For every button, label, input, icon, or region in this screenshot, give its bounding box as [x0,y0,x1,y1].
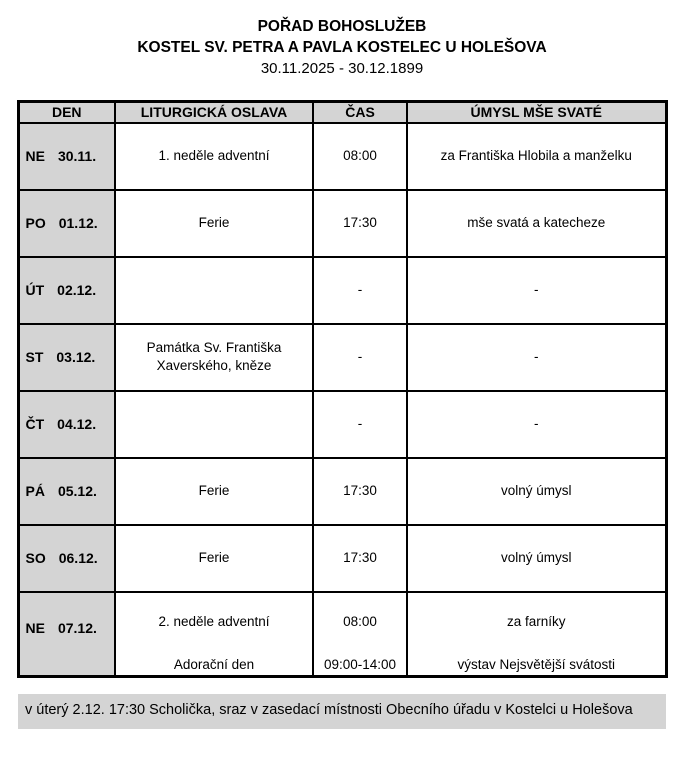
celebration-cell [115,324,313,391]
intention-cell-text: za farníky [506,613,566,629]
table-row [18,123,666,190]
date-range: 30.11.2025 - 30.12.1899 [260,60,424,77]
intention-cell-text: - [534,349,539,364]
table-header-row [18,102,666,123]
day-cell [18,190,115,257]
celebration-cell [115,190,313,257]
celebration-cell [115,458,313,525]
time-cell-text: 17:30 [343,483,377,498]
celebration-cell-text: Ferie [198,550,230,565]
column-header-liturgicka-oslava: LITURGICKÁ OSLAVA [115,102,313,123]
celebration-cell-text: Ferie [198,483,230,498]
intention-cell [407,458,666,525]
column-header-den: DEN [18,102,115,123]
intention-cell-text: mše svatá a katecheze [467,215,606,230]
celebration-cell-text: Ferie [198,215,230,230]
day-date: 03.12. [56,349,96,365]
page-title: POŘAD BOHOSLUŽEB [257,18,427,35]
time-cell-secondary-text: 09:00-14:00 [323,657,397,672]
time-cell-text: - [357,282,363,297]
intention-cell [407,525,666,592]
column-header-cas: ČAS [313,102,407,123]
intention-cell [407,123,666,190]
intention-cell [407,592,666,677]
day-abbreviation: SO [25,550,46,566]
celebration-cell [115,592,313,677]
day-cell [18,525,115,592]
intention-cell [407,257,666,324]
day-date: 01.12. [58,215,98,231]
footer-note: v úterý 2.12. 17:30 Scholička, sraz v zasedací místnosti Obecního úřadu v Kostelci u Holešova [18,694,666,729]
intention-cell-text: za Františka Hlobila a manželku [440,148,632,163]
day-abbreviation: NE [25,148,45,164]
column-header-umysl-mse-svate: ÚMYSL MŠE SVATÉ [407,102,666,123]
intention-cell [407,391,666,458]
time-cell [313,391,407,458]
celebration-cell [115,391,313,458]
day-date: 02.12. [57,282,97,298]
intention-cell-text: - [534,282,539,297]
table-row [18,525,666,592]
day-abbreviation: ÚT [25,282,45,298]
celebration-cell [115,123,313,190]
celebration-cell-text: 2. neděle adventní [158,613,270,629]
table-row [18,324,666,391]
intention-cell-secondary-text: výstav Nejsvětější svátosti [457,657,616,672]
intention-cell [407,190,666,257]
time-cell [313,525,407,592]
table-row [18,190,666,257]
celebration-cell-secondary-text: Adorační den [173,657,255,672]
day-date: 06.12. [58,550,98,566]
day-date: 07.12. [57,619,97,636]
time-cell [313,592,407,677]
time-cell-text: 08:00 [343,613,377,629]
celebration-cell [115,525,313,592]
day-cell [18,123,115,190]
day-cell [18,324,115,391]
day-abbreviation: PÁ [25,483,45,499]
day-date: 30.11. [57,148,97,164]
time-cell-text: - [357,349,363,364]
time-cell [313,190,407,257]
intention-cell-text: volný úmysl [500,483,572,498]
day-abbreviation: ST [25,349,44,365]
intention-cell [407,324,666,391]
celebration-cell [115,257,313,324]
day-abbreviation: ČT [25,416,45,432]
table-row [18,391,666,458]
intention-cell-text: - [534,416,539,431]
time-cell-text: 17:30 [343,215,377,230]
intention-cell-text: volný úmysl [500,550,572,565]
day-cell [18,592,115,677]
day-date: 04.12. [57,416,97,432]
table-row [18,458,666,525]
time-cell [313,458,407,525]
table-row [18,257,666,324]
day-abbreviation: PO [25,215,46,231]
time-cell-text: - [357,416,363,431]
celebration-cell-text: 1. neděle adventní [158,148,270,163]
day-date: 05.12. [57,483,97,499]
church-name: KOSTEL SV. PETRA A PAVLA KOSTELEC U HOLEŠOVA [137,39,547,56]
time-cell [313,324,407,391]
time-cell [313,257,407,324]
celebration-cell-text: Památka Sv. Františka Xaverského, kněze [146,340,282,373]
document-header [0,16,684,79]
day-abbreviation: NE [25,619,45,636]
day-cell [18,257,115,324]
schedule-table [17,100,668,678]
time-cell-text: 08:00 [343,148,377,163]
table-row [18,592,666,677]
time-cell [313,123,407,190]
time-cell-text: 17:30 [343,550,377,565]
day-cell [18,458,115,525]
day-cell [18,391,115,458]
